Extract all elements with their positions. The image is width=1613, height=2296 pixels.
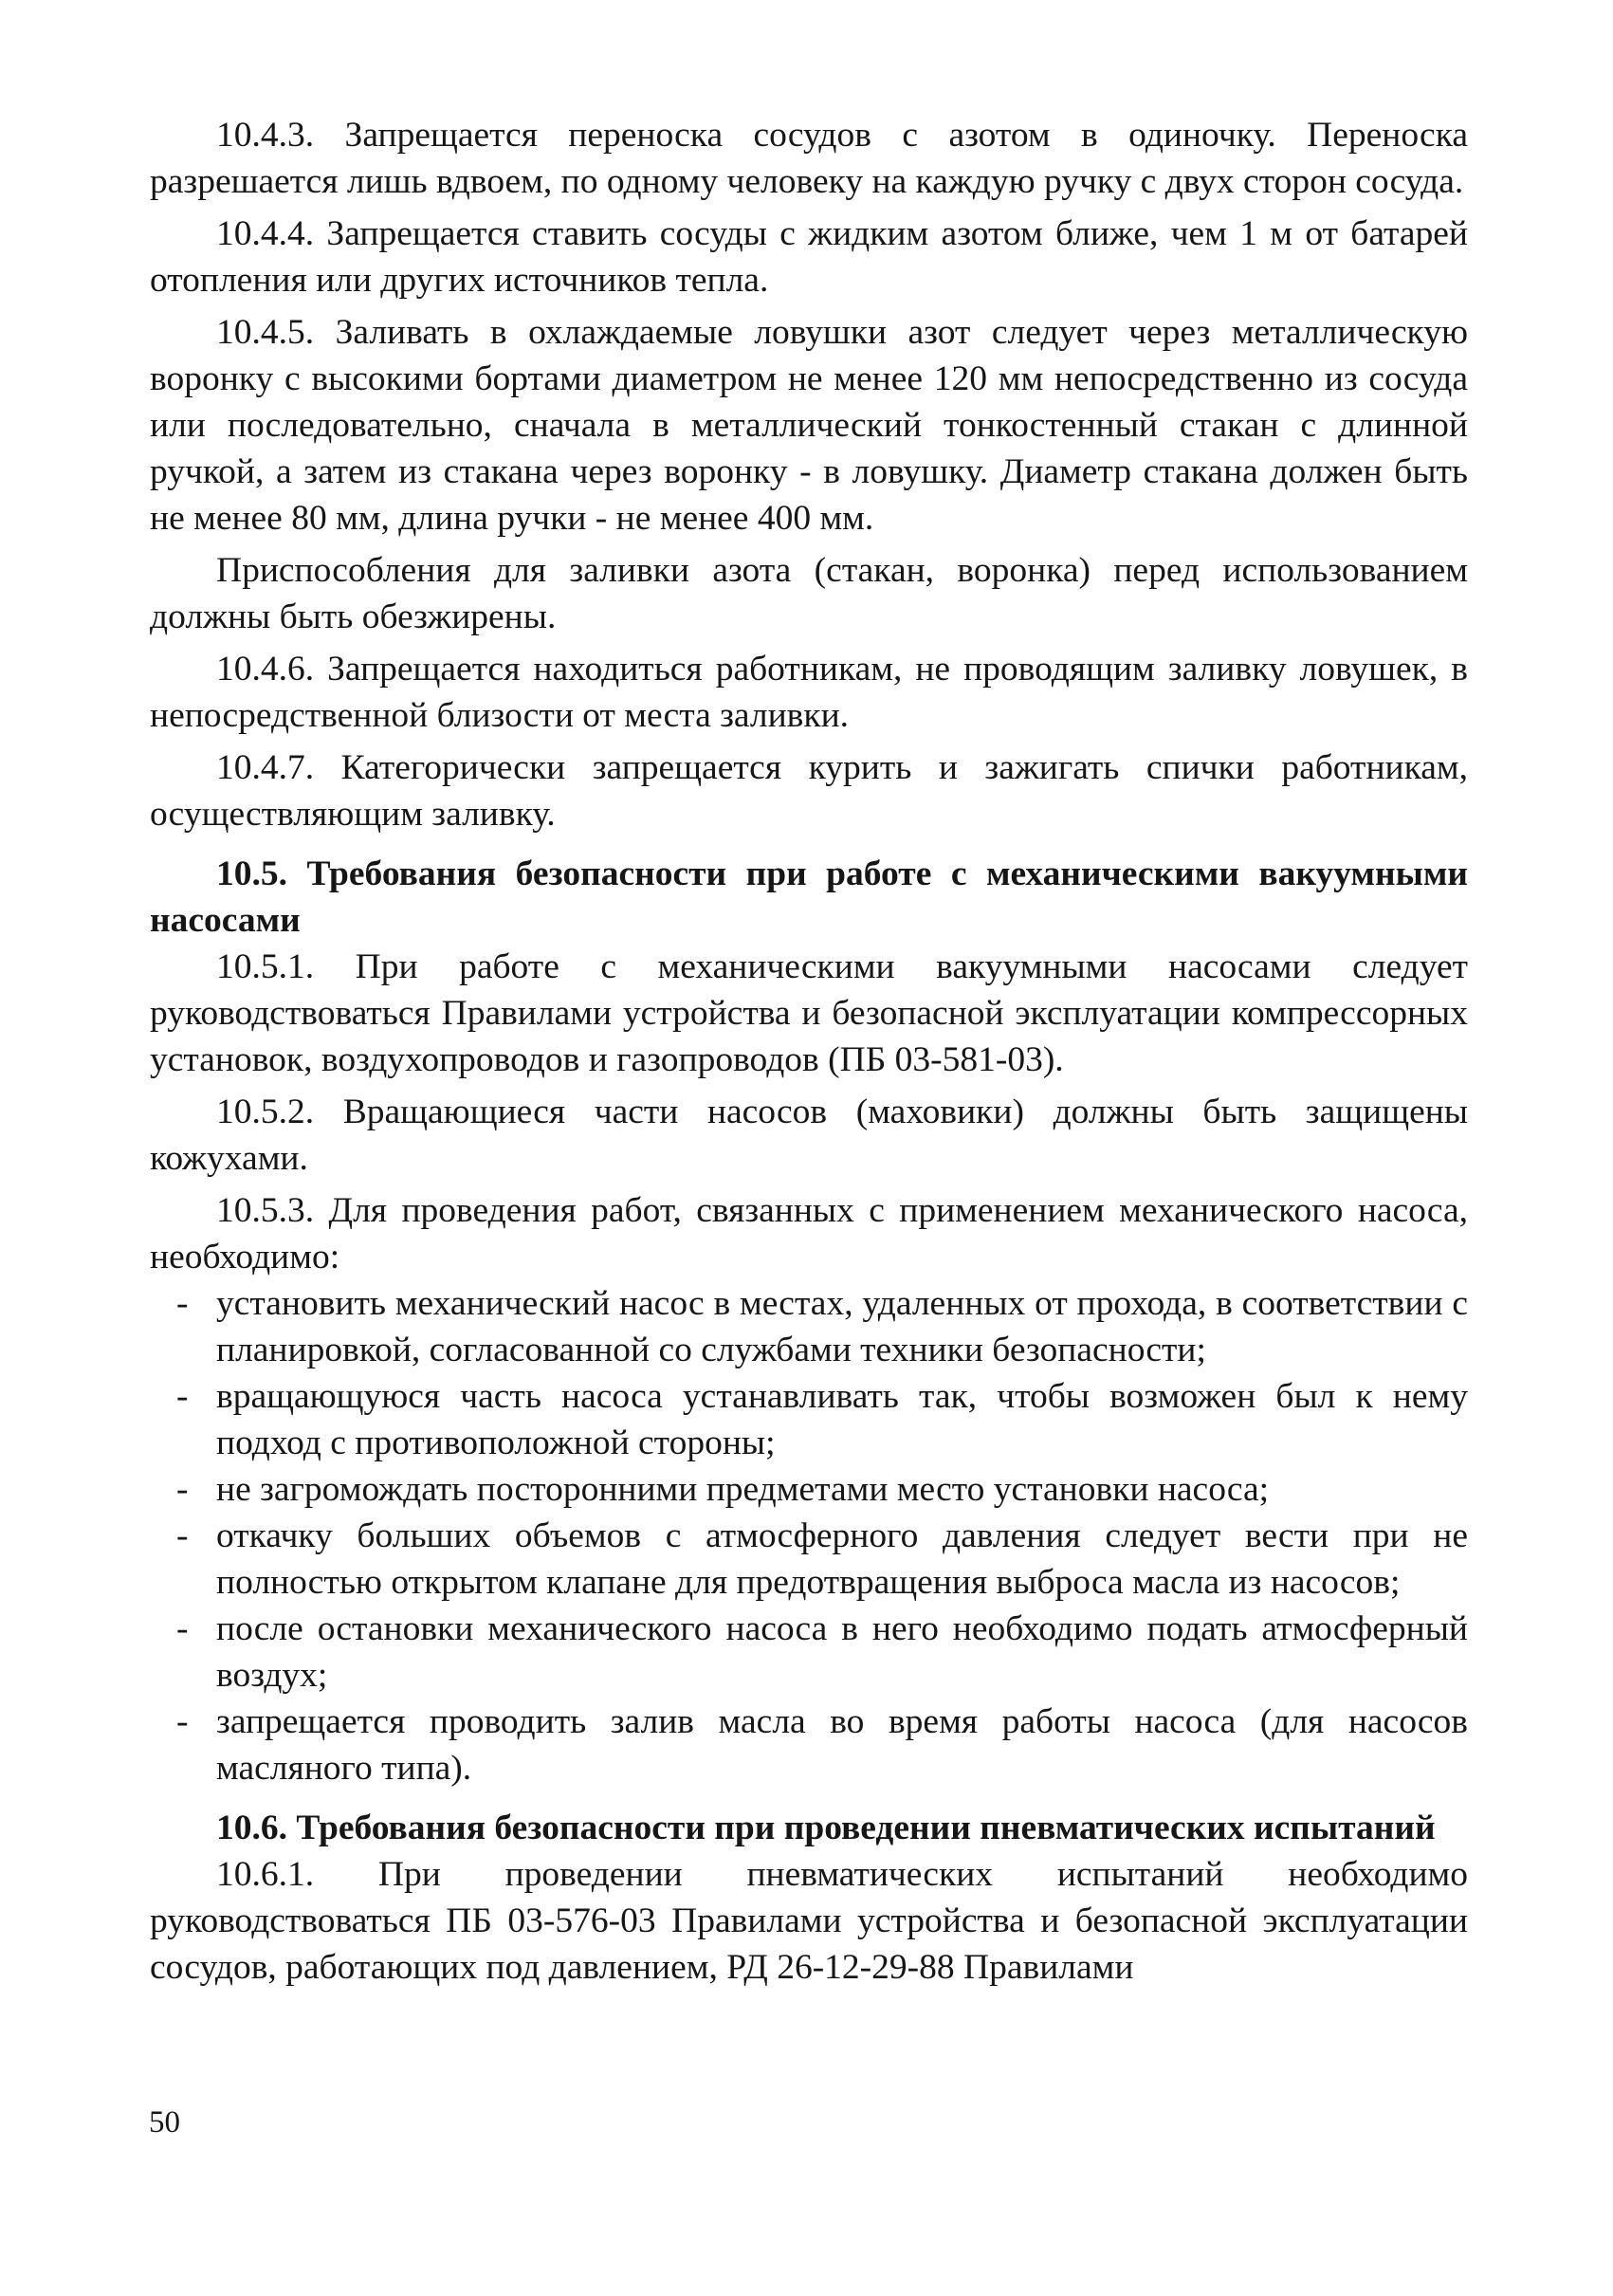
list-item [150,1373,1468,1466]
list-item-text: вращающуюся часть насоса устанавливать так, чтобы возможен был к нему подход с противоположной стороны; [216,1377,1468,1462]
list-item-text: не загромождать посторонними предметами место установки насоса; [216,1470,1270,1509]
requirements-list [150,1280,1468,1791]
paragraph-10-4-4: 10.4.4. Запрещается ставить сосуды с жидким азотом ближе, чем 1 м от батарей отопления или других источников тепла. [150,214,1468,300]
list-dash: - [176,1284,189,1323]
paragraph-10-5-3: 10.5.3. Для проведения работ, связанных с применением механического насоса, необходимо: [150,1191,1468,1277]
list-dash: - [176,1609,189,1648]
paragraph-degreasing: Приспособления для заливки азота (стакан, воронка) перед использованием должны быть обезжирены. [150,551,1468,636]
paragraph-10-4-3: 10.4.3. Запрещается переноска сосудов с азотом в одиночку. Переноска разрешается лишь вдвоем, по одному человеку на каждую ручку с двух сторон сосуда. [150,116,1468,201]
list-item [150,1466,1468,1513]
list-item-text: откачку больших объемов с атмосферного давления следует вести при не полностью открытом клапане для предотвращения выброса масла из насосов; [216,1516,1468,1602]
list-item [150,1699,1468,1791]
list-item [150,1513,1468,1606]
section-heading-10-5: 10.5. Требования безопасности при работе с механическими вакуумными насосами [150,854,1468,940]
list-item [150,1280,1468,1373]
list-dash: - [176,1516,189,1555]
paragraph-10-4-5: 10.4.5. Заливать в охлаждаемые ловушки азот следует через металлическую воронку с высокими бортами диаметром не менее 120 мм непосредственно из сосуда или последовательно, сначала в металлический тонкостенный стакан с длинной ручкой, а затем из стакана через воронку - в ловушку. Диаметр стакана должен быть не менее 80 мм, длина ручки - не менее 400 мм. [150,313,1468,538]
list-dash: - [176,1377,189,1416]
list-item-text: после остановки механического насоса в него необходимо подать атмосферный воздух; [216,1609,1468,1695]
paragraph-10-6-1: 10.6.1. При проведении пневматических испытаний необходимо руководствоваться ПБ 03-576-03 Правилами устройства и безопасной эксплуатации сосудов, работающих под давлением, РД 26-12-29-88 Правилами [150,1855,1468,1987]
paragraph-10-5-1: 10.5.1. При работе с механическими вакуумными насосами следует руководствоваться Правилами устройства и безопасной эксплуатации компрессорных установок, воздухопроводов и газопроводов (ПБ 03-581-03). [150,947,1468,1079]
page-number: 50 [149,2105,180,2140]
list-dash: - [176,1470,189,1509]
document-page [150,112,1468,1991]
paragraph-10-4-7: 10.4.7. Категорически запрещается курить и зажигать спички работникам, осуществляющим заливку. [150,748,1468,834]
list-item-text: установить механический насос в местах, удаленных от прохода, в соответствии с планировкой, согласованной со службами техники безопасности; [216,1284,1468,1369]
list-item-text: запрещается проводить залив масла во время работы насоса (для насосов масляного типа). [216,1702,1468,1788]
section-heading-10-6: 10.6. Требования безопасности при проведении пневматических испытаний [216,1809,1436,1847]
list-dash: - [176,1702,189,1741]
paragraph-10-4-6: 10.4.6. Запрещается находиться работникам, не проводящим заливку ловушек, в непосредственной близости от места заливки. [150,650,1468,735]
list-item [150,1606,1468,1699]
paragraph-10-5-2: 10.5.2. Вращающиеся части насосов (маховики) должны быть защищены кожухами. [150,1093,1468,1178]
